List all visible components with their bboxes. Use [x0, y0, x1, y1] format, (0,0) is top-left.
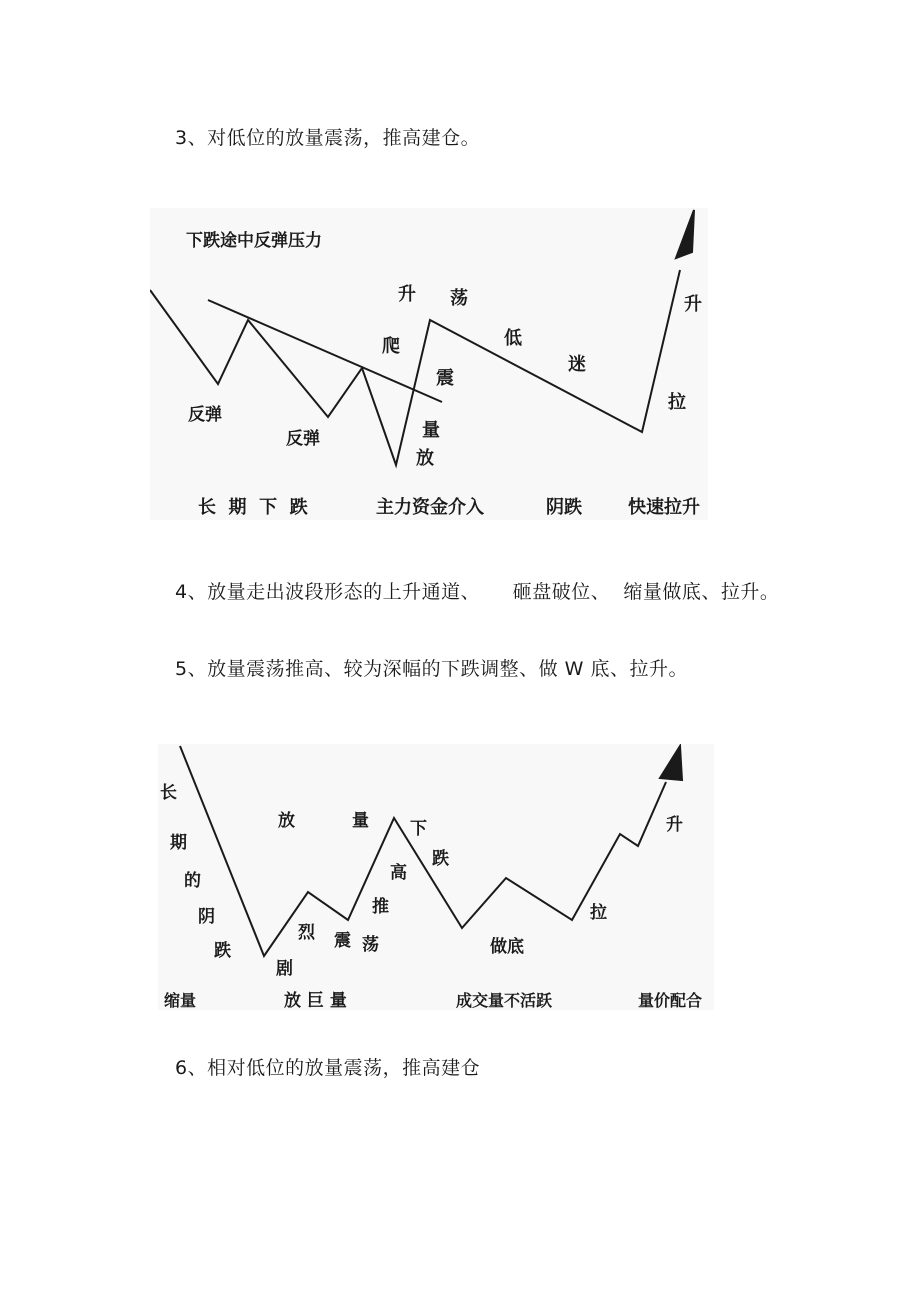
label-ju: 剧 — [276, 959, 293, 979]
label-pull: 拉 — [668, 392, 686, 413]
label-xia: 下 — [410, 819, 427, 839]
stage-long-decline: 长 期 下 跌 — [198, 497, 308, 518]
paragraph-4: 4、放量走出波段形态的上升通道、 砸盘破位、 缩量做底、拉升。 — [175, 581, 780, 603]
label-gao: 高 — [390, 863, 407, 883]
label-fan: 迷 — [568, 354, 586, 375]
label-yin: 阴 — [198, 907, 215, 927]
stage-main-capital: 主力资金介入 — [376, 497, 484, 518]
label-qi: 期 — [170, 833, 187, 853]
label-die: 跌 — [214, 941, 231, 961]
figure-1-diagram — [150, 208, 708, 520]
bottom-huge: 放 巨 量 — [284, 991, 347, 1010]
paragraph-3: 3、对低位的放量震荡，推高建仓。 — [175, 127, 481, 149]
label-dang: 荡 — [362, 935, 379, 955]
bottom-inactive: 成交量不活跃 — [456, 991, 553, 1010]
label-la: 拉 — [590, 903, 607, 923]
resistance-line — [208, 300, 442, 402]
label-release: 放 — [416, 448, 434, 469]
stage-fast-rise: 快速拉升 — [628, 497, 700, 518]
label-fang: 放 — [278, 811, 295, 831]
bottom-price-volume: 量价配合 — [638, 991, 703, 1010]
label-chang: 长 — [160, 783, 177, 803]
label-lie: 烈 — [298, 923, 315, 943]
paragraph-6: 6、相对低位的放量震荡，推高建仓 — [175, 1057, 481, 1079]
label-die2: 跌 — [432, 849, 449, 869]
figure-2-svg — [158, 744, 714, 1010]
label-sheng: 升 — [666, 815, 683, 835]
label-rebound-1: 反弹 — [188, 405, 222, 425]
label-volume: 量 — [422, 420, 440, 441]
stage-shadow-fall: 阴跌 — [546, 497, 582, 518]
figure-2-diagram — [158, 744, 714, 1010]
label-zuo-di: 做底 — [490, 937, 524, 957]
label-rise: 升 — [684, 294, 702, 315]
label-climb: 爬 — [382, 336, 400, 357]
label-rebound-2: 反弹 — [286, 429, 320, 449]
label-shake: 震 — [436, 368, 454, 389]
label-liang: 量 — [352, 811, 369, 831]
label-zhen: 震 — [334, 931, 351, 951]
label-swing: 荡 — [450, 288, 468, 309]
arrow-head-icon — [660, 746, 682, 780]
paragraph-5: 5、放量震荡推高、较为深幅的下跌调整、做 W 底、拉升。 — [175, 658, 688, 680]
figure-1-title: 下跌途中反弹压力 — [186, 231, 322, 251]
label-de: 的 — [184, 871, 201, 891]
label-low: 低 — [504, 328, 522, 349]
figure-1-svg — [150, 208, 708, 520]
bottom-shrink: 缩量 — [164, 991, 197, 1010]
label-up: 升 — [398, 284, 416, 305]
arrow-head-icon — [676, 210, 694, 258]
label-tui: 推 — [372, 897, 389, 917]
price-line — [180, 746, 666, 956]
